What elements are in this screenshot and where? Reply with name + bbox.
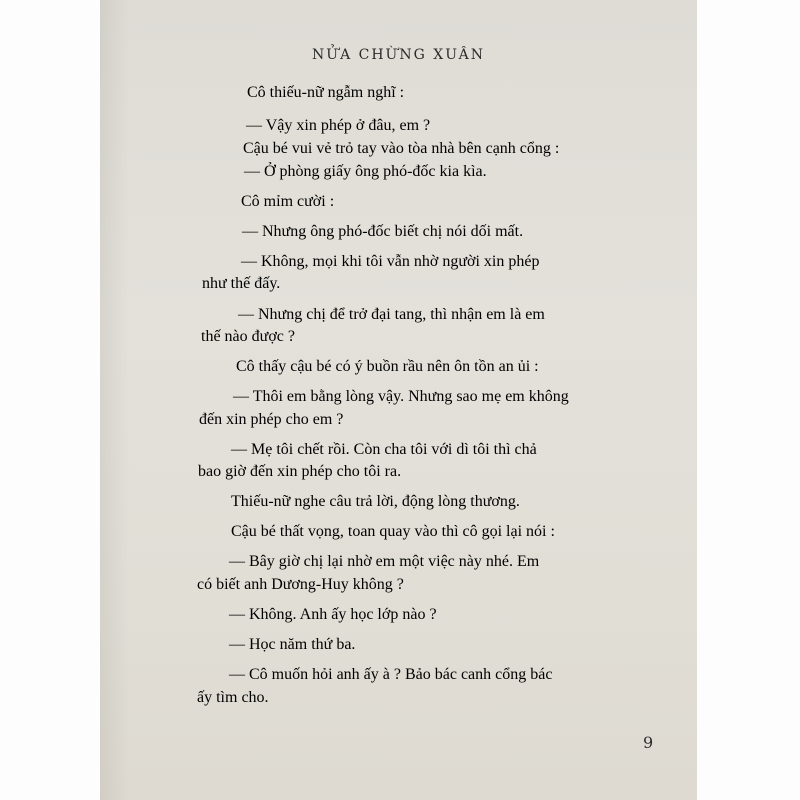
page-number: 9 xyxy=(643,733,654,752)
text-line-11: Cô thấy cậu bé có ý buồn rầu nên ôn tồn an ủi : xyxy=(236,358,539,375)
text-line-2: — Vậy xin phép ở đâu, em ? xyxy=(246,117,431,134)
background-left xyxy=(0,0,100,800)
text-line-22: — Cô muốn hỏi anh ấy à ? Bảo bác canh cổng bác xyxy=(229,666,553,683)
background-right xyxy=(697,0,800,800)
text-line-21: — Học năm thứ ba. xyxy=(229,636,356,653)
text-line-19: có biết anh Dương-Huy không ? xyxy=(197,576,404,593)
text-line-20: — Không. Anh ấy học lớp nào ? xyxy=(229,606,437,623)
book-page xyxy=(100,0,697,800)
text-line-1: Cô thiếu-nữ ngẫm nghĩ : xyxy=(247,84,405,101)
text-line-23: ấy tìm cho. xyxy=(197,689,269,706)
text-line-13: đến xin phép cho em ? xyxy=(199,411,344,428)
text-line-15: bao giờ đến xin phép cho tôi ra. xyxy=(198,463,402,480)
text-line-12: — Thôi em bằng lòng vậy. Nhưng sao mẹ em không xyxy=(233,388,569,405)
text-line-18: — Bây giờ chị lại nhờ em một việc này nhé. Em xyxy=(229,553,540,570)
text-line-3: Cậu bé vui vẻ trỏ tay vào tòa nhà bên cạnh cổng : xyxy=(243,140,560,157)
text-line-16: Thiếu-nữ nghe câu trả lời, động lòng thương. xyxy=(231,493,520,510)
page-gutter-shadow xyxy=(100,0,130,800)
text-line-14: — Mẹ tôi chết rồi. Còn cha tôi với dì tôi thì chả xyxy=(231,441,537,458)
text-line-6: — Nhưng ông phó-đốc biết chị nói dối mất. xyxy=(242,223,524,240)
text-line-9: — Nhưng chị để trở đại tang, thì nhận em là em xyxy=(238,306,545,323)
text-line-8: như thế đấy. xyxy=(202,275,281,292)
text-line-7: — Không, mọi khi tôi vẫn nhờ người xin phép xyxy=(241,253,540,270)
text-line-5: Cô mỉm cười : xyxy=(241,193,335,210)
text-line-10: thế nào được ? xyxy=(201,328,295,345)
text-line-4: — Ở phòng giấy ông phó-đốc kia kìa. xyxy=(244,163,487,180)
text-line-17: Cậu bé thất vọng, toan quay vào thì cô gọi lại nói : xyxy=(231,523,555,540)
running-header: NỬA CHỪNG XUÂN xyxy=(312,47,485,63)
